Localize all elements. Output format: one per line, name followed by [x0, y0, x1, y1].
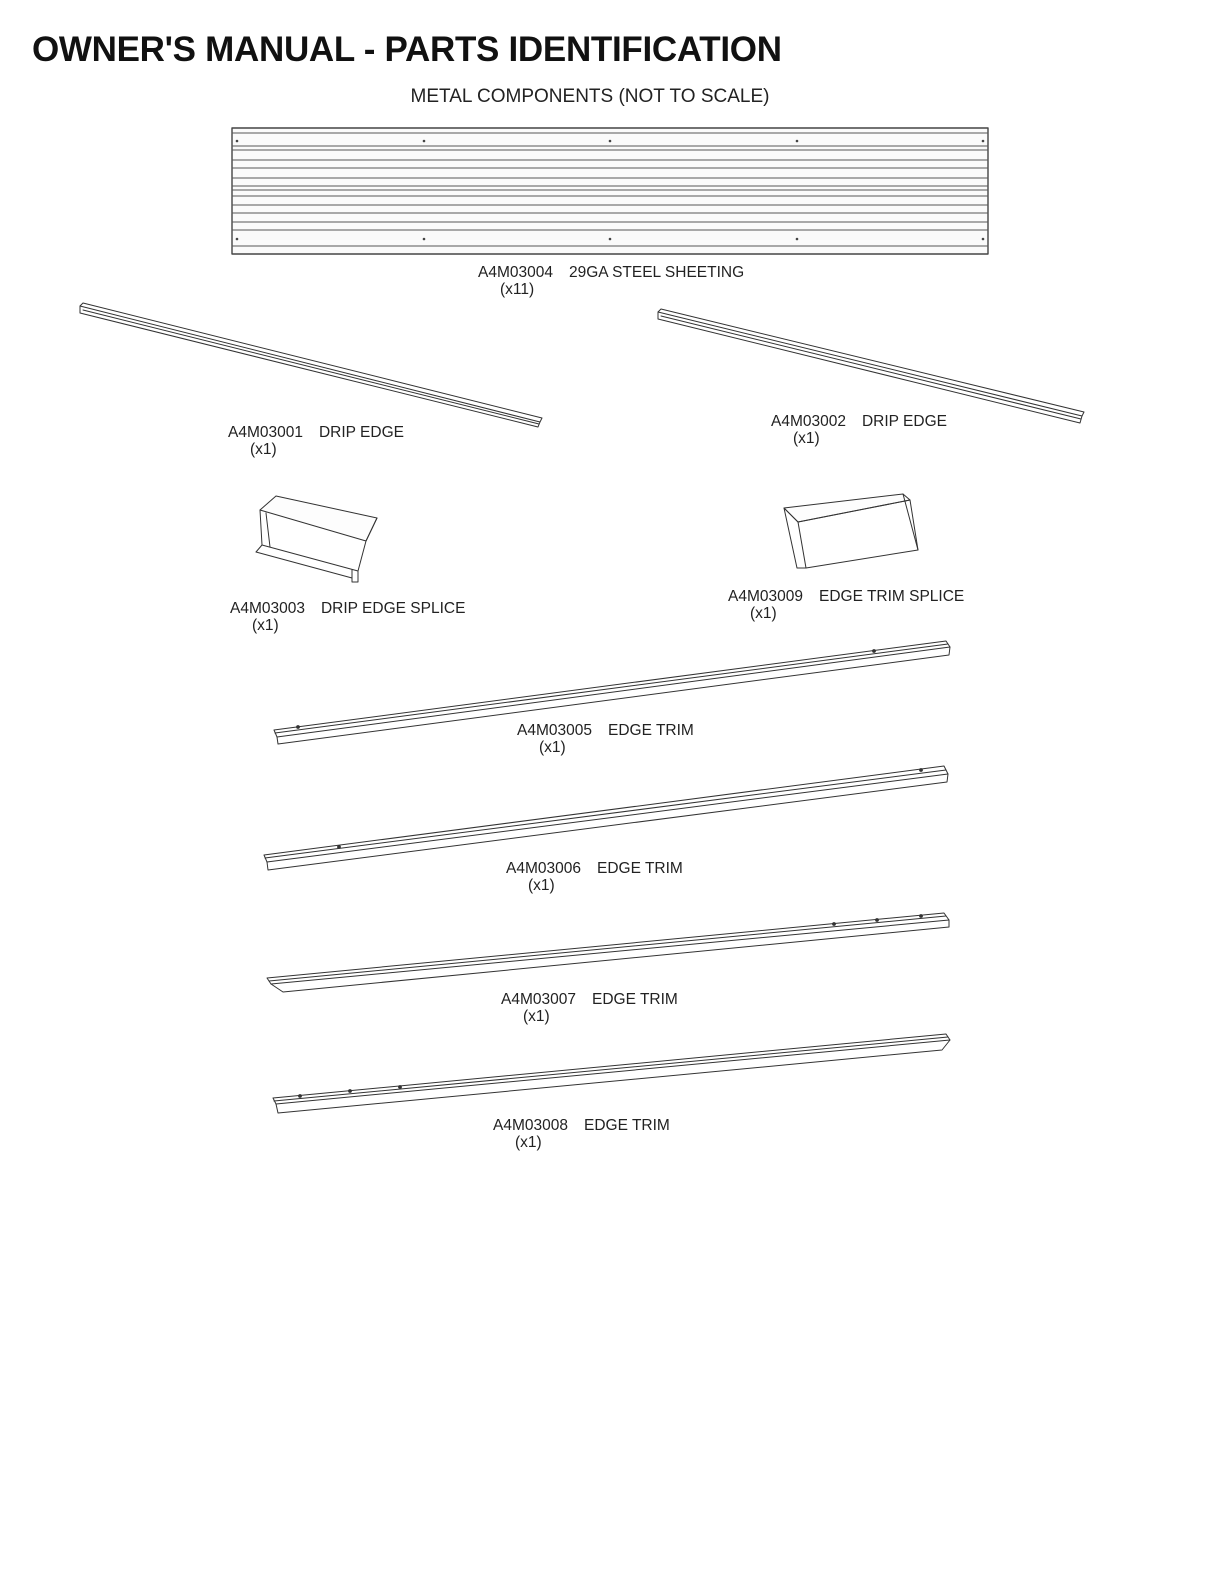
part-label-a4m03002 — [771, 413, 947, 447]
edge-trim-illustration-6 — [264, 766, 948, 870]
edge-trim-illustration-8 — [273, 1034, 950, 1113]
part-label-a4m03007 — [501, 991, 678, 1025]
part-name: EDGE TRIM SPLICE — [818, 588, 965, 605]
part-qty: (x11) — [500, 281, 535, 298]
part-name: 29GA STEEL SHEETING — [568, 264, 745, 281]
part-code: A4M03008 — [493, 1117, 568, 1134]
part-name: DRIP EDGE — [318, 424, 404, 441]
part-label-a4m03001 — [228, 424, 404, 458]
part-label-a4m03003 — [230, 600, 465, 634]
part-qty: (x1) — [528, 877, 555, 894]
part-code: A4M03001 — [228, 424, 303, 441]
part-label-a4m03005 — [517, 722, 694, 756]
part-qty: (x1) — [515, 1134, 542, 1151]
part-name: EDGE TRIM — [596, 860, 683, 877]
part-code: A4M03009 — [728, 588, 803, 605]
drip-edge-illustration-1 — [80, 303, 542, 427]
part-name: EDGE TRIM — [591, 991, 678, 1008]
part-qty: (x1) — [252, 617, 279, 634]
part-code: A4M03002 — [771, 413, 846, 430]
edge-trim-illustration-7 — [267, 913, 949, 992]
part-code: A4M03006 — [506, 860, 581, 877]
part-label-a4m03008 — [493, 1117, 670, 1151]
page-title: OWNER'S MANUAL - PARTS IDENTIFICATION — [32, 30, 782, 69]
part-label-a4m03004 — [478, 264, 744, 298]
part-name: DRIP EDGE — [861, 413, 947, 430]
steel-sheeting-illustration — [232, 128, 988, 254]
part-code: A4M03003 — [230, 600, 305, 617]
part-qty: (x1) — [523, 1008, 550, 1025]
part-qty: (x1) — [793, 430, 820, 447]
part-label-a4m03009 — [728, 588, 964, 622]
drip-edge-illustration-2 — [658, 309, 1084, 423]
drip-edge-splice-illustration — [256, 496, 377, 582]
edge-trim-splice-illustration — [784, 494, 918, 568]
page-subtitle: METAL COMPONENTS (NOT TO SCALE) — [410, 86, 770, 107]
part-code: A4M03007 — [501, 991, 576, 1008]
part-name: EDGE TRIM — [583, 1117, 670, 1134]
part-qty: (x1) — [250, 441, 277, 458]
part-name: DRIP EDGE SPLICE — [320, 600, 466, 617]
part-label-a4m03006 — [506, 860, 683, 894]
part-qty: (x1) — [539, 739, 566, 756]
part-qty: (x1) — [750, 605, 777, 622]
part-name: EDGE TRIM — [607, 722, 694, 739]
part-code: A4M03005 — [517, 722, 592, 739]
part-code: A4M03004 — [478, 264, 553, 281]
